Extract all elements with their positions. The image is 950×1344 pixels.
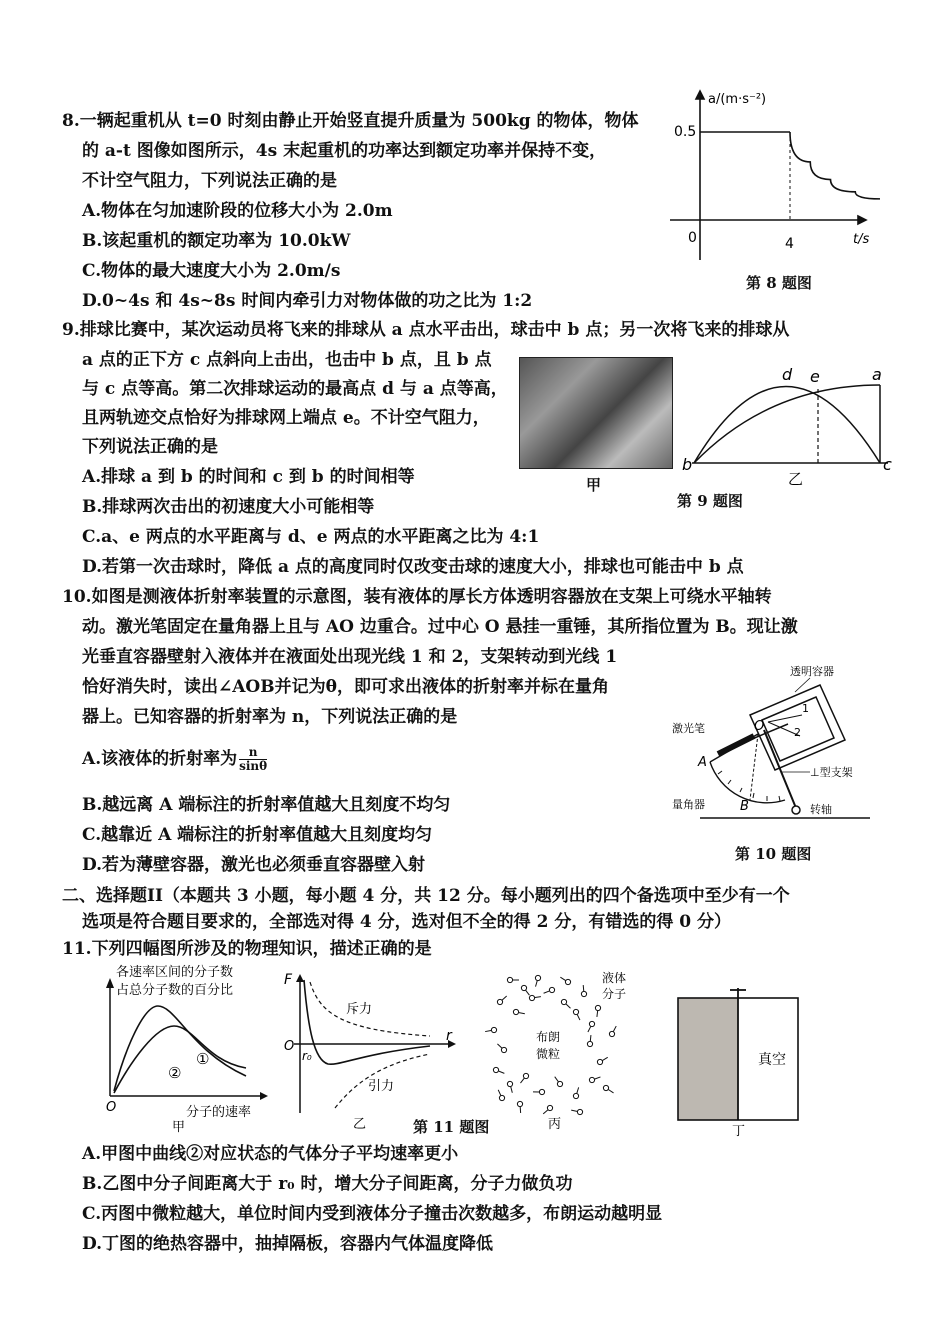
molecule-motion-arrow [544,991,550,993]
liquid-molecule [565,979,570,984]
molecule-motion-arrow [597,1011,598,1017]
liquid-molecule [589,1021,594,1026]
q8-option-c: C.物体的最大速度大小为 2.0m/s [82,261,341,281]
liquid-molecule [549,987,554,992]
molecule-motion-arrow [603,1057,608,1060]
q10-option-c: C.越靠近 A 端标注的折射率值越大且刻度均匀 [82,825,433,845]
q11-figure-caption: 第 11 题图 [413,1118,490,1136]
q10-label-A: A [698,755,707,770]
q11-jia-ylabel-1: 各速率区间的分子数 [116,965,234,980]
q11-ding-label: 丁 [732,1124,746,1139]
molecule-motion-arrow [502,996,506,1000]
q11-yi-r0: r₀ [302,1049,312,1063]
molecule-motion-arrow [583,985,584,991]
q11-yi-label: 乙 [353,1117,367,1132]
molecule-motion-arrow [613,1026,616,1031]
liquid-molecule [595,1005,600,1010]
q11-jia-ylabel-2: 占总分子数的百分比 [116,983,234,998]
q10-bracket-stem [764,730,796,808]
molecule-motion-arrow [526,990,530,995]
q11-option-d: D.丁图的绝热容器中，抽掉隔板，容器内气体温度降低 [82,1234,494,1254]
q11-bing-liquid-line1: 液体 [602,971,627,985]
q10-stem-line-5: 器上。已知容器的折射率为 n，下列说法正确的是 [82,707,458,727]
molecule-motion-arrow [499,1071,505,1073]
q8-at-graph [660,85,870,265]
q11-yi-attraction-label: 引力 [368,1079,395,1094]
q9-stem-line-1: 9.排球比赛中，某次运动员将飞来的排球从 a 点水平击出，球击中 b 点；另一次将飞来的排球从 [62,320,790,340]
molecule-motion-arrow [588,1027,591,1032]
molecule-motion-arrow [560,977,565,980]
q11-option-b: B.乙图中分子间距离大于 r₀ 时，增大分子间距离，分子力做负功 [82,1174,573,1194]
liquid-molecule [539,1089,544,1094]
q9-option-d: D.若第一次击球时，降低 a 点的高度同时仅改变击球的速度大小，排球也可能击中 b 点 [82,557,744,577]
q9-volleyball-photo [519,357,673,469]
q11-jia-origin: O [106,1100,117,1115]
q8-stem-line-1: 8.一辆起重机从 t=0 时刻由静止开始竖直提升质量为 500kg 的物体，物体 [62,111,639,131]
q8-stem-line-2: 的 a-t 图像如图所示，4s 末起重机的功率达到额定功率并保持不变， [82,141,607,161]
q8-option-b: B.该起重机的额定功率为 10.0kW [82,231,351,251]
liquid-molecule [603,1085,608,1090]
q10-label-bracket: ⊥型支架 [810,766,853,779]
liquid-molecule [497,999,502,1004]
liquid-molecule [597,1059,602,1064]
q11-jia-xlabel: 分子的速率 [186,1105,252,1120]
liquid-molecule [499,1095,504,1100]
q10-label-laser: 激光笔 [672,722,705,735]
q8-decay-curve [790,132,880,199]
liquid-molecule [587,1041,592,1046]
q10-protractor-edge [710,734,758,762]
q10-label-axle: 转轴 [810,803,832,816]
molecule-motion-arrow [535,997,541,998]
molecule-motion-arrow [571,1110,577,1111]
liquid-molecule [577,1109,582,1114]
molecule-motion-arrow [497,1044,501,1048]
q10-stem-line-4: 恰好消失时，读出∠AOB并记为θ，即可求出液体的折射率并标在量角 [82,677,609,697]
q10-label-protractor: 量角器 [672,798,705,811]
liquid-molecule [507,977,512,982]
q10-protractor-ticks [718,771,780,801]
q11-yi-F: F [284,972,293,988]
q10-label-ray2: 2 [794,726,801,739]
molecule-motion-arrow [536,981,538,987]
q11-ding-vacuum-label: 真空 [758,1052,786,1068]
molecule-motion-arrow [519,1013,525,1014]
q8-option-a: A.物体在匀加速阶段的位移大小为 2.0m [82,201,393,221]
q11-option-a: A.甲图中曲线②对应状态的气体分子平均速率更小 [82,1144,459,1164]
q8-x-tick-label: 4 [785,236,794,252]
q10-fraction-denominator: sinθ [239,759,268,773]
q9-stem-line-2: a 点的正下方 c 点斜向上击出，也击中 b 点，且 b 点 [82,350,492,370]
q10-stem-line-1: 10.如图是测液体折射率装置的示意图，装有液体的厚长方体透明容器放在支架上可绕水平轴转 [62,587,772,607]
q9-stem-line-5: 下列说法正确的是 [82,437,218,457]
q9-point-a: a [872,365,882,384]
liquid-molecule [493,1067,498,1072]
q8-stem-line-3: 不计空气阻力，下列说法正确的是 [82,171,337,191]
molecule-motion-arrow [485,1031,491,1032]
liquid-molecule [535,975,540,980]
q10-stem-line-3: 光垂直容器壁射入液体并在液面处出现光线 1 和 2，支架转动到光线 1 [82,647,618,667]
q9-point-c: c [883,455,892,474]
q10-label-ray1: 1 [802,702,809,715]
q10-fraction-numerator: n [239,746,267,760]
q11-yi-repulsion-label: 斥力 [346,1002,373,1017]
q9-oblique-throw-path [694,387,880,464]
section2-heading-line-2: 选项是符合题目要求的，全部选对得 4 分，选对但不全的得 2 分，有错选的得 0 分） [82,912,731,932]
liquid-molecule [573,1093,578,1098]
q9-option-c: C.a、e 两点的水平距离与 d、e 两点的水平距离之比为 4:1 [82,527,540,547]
liquid-molecule [573,1009,578,1014]
molecule-motion-arrow [566,1004,570,1008]
liquid-molecule [521,985,526,990]
q10-label-O: O [754,719,765,734]
q9-label-yi: 乙 [788,470,804,488]
q10-option-a [82,746,267,773]
q9-point-e: e [810,367,820,386]
q10-plumb-line [750,734,758,800]
q10-option-a-fraction [239,746,267,773]
section2-heading-line-1: 二、选择题II（本题共 3 小题，每小题 4 分，共 12 分。每小题列出的四个备选项中至少有一个 [62,886,790,906]
q11-yi-origin: O [284,1039,295,1054]
q10-axle [792,806,800,814]
q10-figure-caption: 第 10 题图 [735,845,812,863]
liquid-molecule [501,1047,506,1052]
molecule-motion-arrow [543,1110,548,1114]
q9-stem-line-4: 且两轨迹交点恰好为排球网上端点 e。不计空气阻力， [82,408,490,428]
q11-yi-r: r [446,1028,452,1044]
q10-option-d: D.若为薄壁容器，激光也必须垂直容器壁入射 [82,855,426,875]
liquid-molecule [517,1101,522,1106]
liquid-molecule [561,999,566,1004]
q8-y-arrow [696,91,704,99]
q9-point-b: b [682,455,693,474]
q11-yi-net-force-curve [304,980,430,1064]
q8-option-d: D.0~4s 和 4s~8s 时间内牵引力对物体做的功之比为 1:2 [82,291,533,311]
q11-fig-jia-distribution [96,966,271,1136]
q11-jia-curve-1-label: ① [196,1050,210,1068]
q11-stem: 11.下列四幅图所涉及的物理知识，描述正确的是 [62,939,432,959]
q11-fig-yi-molecular-force [280,968,460,1136]
q9-stem-line-3: 与 c 点等高。第二次排球运动的最高点 d 与 a 点等高， [82,379,508,399]
q10-option-b: B.越远离 A 端标注的折射率值越大且刻度不均匀 [82,795,451,815]
molecule-motion-arrow [555,1077,559,1082]
q9-point-d: d [782,365,793,384]
q11-option-c: C.丙图中微粒越大，单位时间内受到液体分子撞击次数越多，布朗运动越明显 [82,1204,663,1224]
q10-stem-line-2: 动。激光笔固定在量角器上且与 AO 边重合。过中心 O 悬挂一重锤，其所指位置为 B。现让激 [82,617,798,637]
molecule-motion-arrow [590,1035,591,1041]
liquid-molecule [507,1081,512,1086]
q8-y-axis-label: a/(m·s⁻²) [708,92,767,107]
q11-jia-curve-2-label: ② [168,1064,182,1082]
liquid-molecule [491,1027,496,1032]
q11-bing-label: 丙 [548,1117,562,1132]
q11-bing-particle-line1: 布朗 [536,1030,561,1044]
molecule-motion-arrow [520,1078,524,1083]
liquid-molecule [589,1077,594,1082]
liquid-molecule [609,1031,614,1036]
q11-bing-particle-line2: 微粒 [536,1047,561,1061]
liquid-molecule [523,1073,528,1078]
q11-fig-bing-brownian [480,968,640,1136]
q8-origin-label: 0 [688,230,697,246]
q9-figure-caption: 第 9 题图 [677,492,743,510]
molecule-motion-arrow [511,1087,513,1093]
q9-option-b: B.排球两次击出的初速度大小可能相等 [82,497,375,517]
q8-x-axis-label: t/s [853,232,870,247]
q10-label-container: 透明容器 [790,665,834,678]
q11-bing-liquid-line2: 分子 [602,987,627,1001]
q11-bing-liquid-molecules [485,975,616,1114]
liquid-molecule [513,1009,518,1014]
q9-option-a: A.排球 a 到 b 的时间和 c 到 b 的时间相等 [82,467,415,487]
q8-x-arrow [858,216,866,224]
q10-label-B: B [740,799,749,814]
liquid-molecule [529,995,534,1000]
molecule-motion-arrow [609,1090,614,1093]
liquid-molecule [557,1081,562,1086]
q8-figure-caption: 第 8 题图 [746,274,812,292]
q11-jia-label: 甲 [172,1120,186,1135]
liquid-molecule [547,1105,552,1110]
q11-fig-ding-container [674,988,804,1138]
liquid-molecule [581,991,586,996]
molecule-motion-arrow [577,1087,579,1093]
q8-y-tick-label: 0.5 [674,124,697,140]
molecule-motion-arrow [498,1090,501,1095]
molecule-motion-arrow [595,1077,601,1079]
q9-label-jia: 甲 [586,476,602,494]
molecule-motion-arrow [577,1015,580,1020]
q10-apparatus-diagram [670,660,880,835]
q10-option-a-prefix: A.该液体的折射率为 [82,749,238,769]
q9-trajectory-diagram [680,360,895,490]
q11-ding-gas-region [678,998,738,1120]
